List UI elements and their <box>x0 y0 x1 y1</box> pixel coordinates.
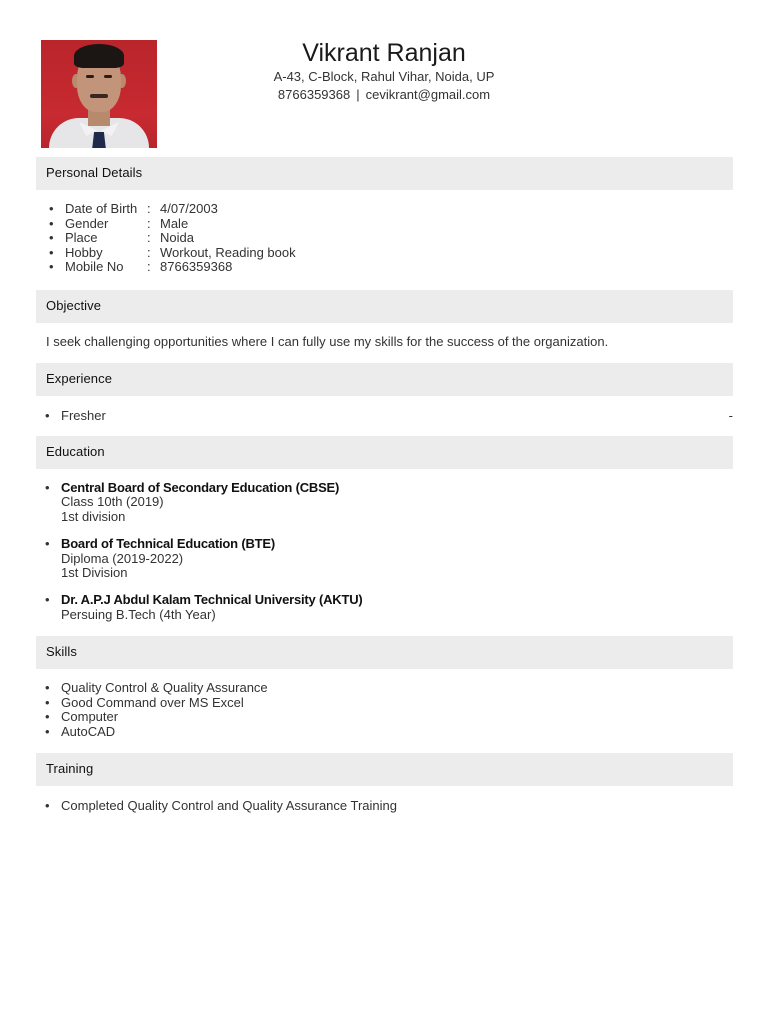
list-item <box>36 537 363 580</box>
detail-colon: : <box>147 230 151 246</box>
section-skills <box>36 636 733 669</box>
list-item: • Computer <box>36 710 268 725</box>
education-grade: 1st Division <box>61 565 128 581</box>
list-item: • Quality Control & Quality Assurance <box>36 681 268 696</box>
contact-separator: | <box>356 87 360 102</box>
detail-value: Male <box>160 215 189 231</box>
personal-details-list <box>40 202 296 275</box>
education-detail: Class 10th (2019) <box>61 494 164 510</box>
detail-colon: : <box>147 215 151 231</box>
list-item <box>40 202 296 217</box>
detail-value: Noida <box>160 230 194 246</box>
section-title: Education <box>46 444 105 459</box>
section-objective <box>36 290 733 323</box>
education-list <box>36 481 363 635</box>
experience-period: - <box>728 408 733 423</box>
section-title: Skills <box>46 644 77 659</box>
section-title: Personal Details <box>46 165 143 180</box>
address: A-43, C-Block, Rahul Vihar, Noida, UP <box>273 69 495 84</box>
section-education <box>36 436 733 469</box>
education-detail: Diploma (2019-2022) <box>61 550 184 566</box>
list-item: • Completed Quality Control and Quality Assurance Training <box>36 798 397 813</box>
detail-colon: : <box>147 201 151 216</box>
list-item <box>40 217 296 232</box>
institution-name: • Dr. A.P.J Abdul Kalam Technical University (AKTU) <box>61 592 363 608</box>
detail-value: Workout, Reading book <box>160 244 296 260</box>
resume-header <box>200 38 568 104</box>
objective-text: I seek challenging opportunities where I can fully use my skills for the success of the organization. <box>46 334 609 349</box>
phone-number: 8766359368 <box>277 87 351 102</box>
email-address: cevikrant@gmail.com <box>365 87 491 102</box>
detail-label: • Gender <box>65 215 109 231</box>
list-item <box>36 408 733 423</box>
section-training <box>36 753 733 786</box>
detail-value: 8766359368 <box>160 259 233 275</box>
list-item: • AutoCAD <box>36 725 268 740</box>
candidate-name: Vikrant Ranjan <box>302 39 466 67</box>
education-detail: Persuing B.Tech (4th Year) <box>61 606 216 622</box>
section-title: Objective <box>46 298 102 313</box>
detail-colon: : <box>147 259 151 275</box>
detail-value: 4/07/2003 <box>160 201 218 216</box>
contact-line <box>200 86 568 104</box>
experience-title: Fresher <box>61 408 106 423</box>
training-list <box>36 798 397 813</box>
list-item <box>40 246 296 261</box>
section-personal-details <box>36 157 733 190</box>
education-grade: 1st division <box>61 508 126 524</box>
list-item <box>36 593 363 622</box>
list-item: • Good Command over MS Excel <box>36 696 268 711</box>
section-experience <box>36 363 733 396</box>
skills-list <box>36 681 268 739</box>
section-title: Experience <box>46 371 113 386</box>
list-item <box>40 260 296 275</box>
detail-colon: : <box>147 244 151 260</box>
list-item <box>36 481 363 524</box>
list-item <box>40 231 296 246</box>
institution-name: • Board of Technical Education (BTE) <box>61 536 275 552</box>
institution-name: • Central Board of Secondary Education (CBSE) <box>61 480 340 495</box>
detail-label: • Hobby <box>65 244 103 260</box>
experience-list <box>36 408 733 423</box>
profile-photo <box>41 40 157 148</box>
detail-label: • Mobile No <box>65 259 124 275</box>
detail-label: • Date of Birth <box>65 201 138 216</box>
detail-label: • Place <box>65 230 98 246</box>
section-title: Training <box>46 761 94 776</box>
